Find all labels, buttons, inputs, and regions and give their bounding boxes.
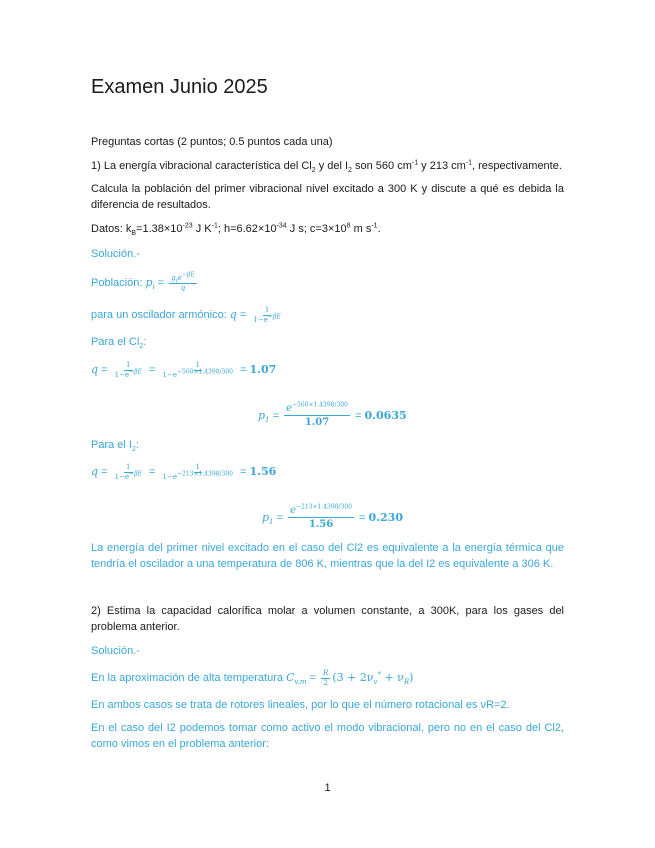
solution-1-label: Solución.- xyxy=(91,248,140,260)
i2-p1-equation: $p_1$ = $\frac{e^{-213\times 1.4398/300}}{1.56}$ = 0.230 xyxy=(262,503,403,531)
i2-q-equation: q = $\frac{1}{1-e^{-\beta E}}$ = $\frac{1}{1-e^{-213\times 1.4398/300}}$ = 1.56 xyxy=(91,462,277,481)
cl2-q-equation: q = $\frac{1}{1-e^{-\beta E}}$ = $\frac{1}{1-e^{-560\times 1.4398/300}}$ = 1.07 xyxy=(91,360,277,379)
question-1-statement: 1) La energía vibracional característica del $Cl_2$ y del $I_2$ son 560 $cm^{-1}$ y 213 $cm^{-1}$, respectivamente. xyxy=(91,159,562,175)
oscillator-partition-function: para un oscilador armónico: q = $\frac{1}{1-e^{-\beta E}}$ xyxy=(91,305,281,324)
page-title: Examen Junio 2025 xyxy=(91,76,268,98)
para-i2-label: Para el $I_2$: xyxy=(91,439,139,454)
para-cl2-label: Para el $Cl_2$: xyxy=(91,336,147,351)
i2-vibration-statement: En el caso del I2 podemos tomar como activo el modo vibracional, pero no en el caso del Cl2, como vimos en el problema anterior: xyxy=(91,722,564,750)
population-formula: Población: $p_i$ = $\frac{g_ie^{-\beta E}}{q}$ xyxy=(91,271,195,292)
rotors-statement: En ambos casos se trata de rotores lineales, por lo que el número rotacional es νR=2. xyxy=(91,699,510,711)
cl2-p1-equation: $p_1$ = $\frac{e^{-560\times 1.4398/300}}{1.07}$ = 0.0635 xyxy=(258,401,407,429)
question-1-task: Calcula la población del primer vibracional nivel excitado a 300 K y discute a qué es debida la diferencia de resultados. xyxy=(91,183,564,211)
section-header: Preguntas cortas (2 puntos; 0.5 puntos cada una) xyxy=(91,136,333,148)
page-number: 1 xyxy=(324,782,331,794)
question-2-statement: 2) Estima la capacidad calorífica molar a volumen constante, a 300K, para los gases del problema anterior. xyxy=(91,605,564,633)
cv-formula: En la aproximación de alta temperatura $C_{v,m}$ = $\frac{R}{2}$ $(3 + 2\nu_v^* + \nu_R)$ xyxy=(91,668,414,687)
question-1-data: Datos: $k_B=1.38\times 10^{-23}$ J $K^{-1}$; $h=6.62\times 10^{-34}$ J s; $c=3\times 10^8$ m $s^{-1}$. xyxy=(91,222,381,238)
solution-2-label: Solución.- xyxy=(91,645,140,657)
solution-1-discussion: La energía del primer nivel excitado en el caso del Cl2 es equivalente a la energía térmica que tendría el oscilador a una temperatura de 806 K, mientras que la del I2 es equivalente a 306 K. xyxy=(91,542,564,570)
